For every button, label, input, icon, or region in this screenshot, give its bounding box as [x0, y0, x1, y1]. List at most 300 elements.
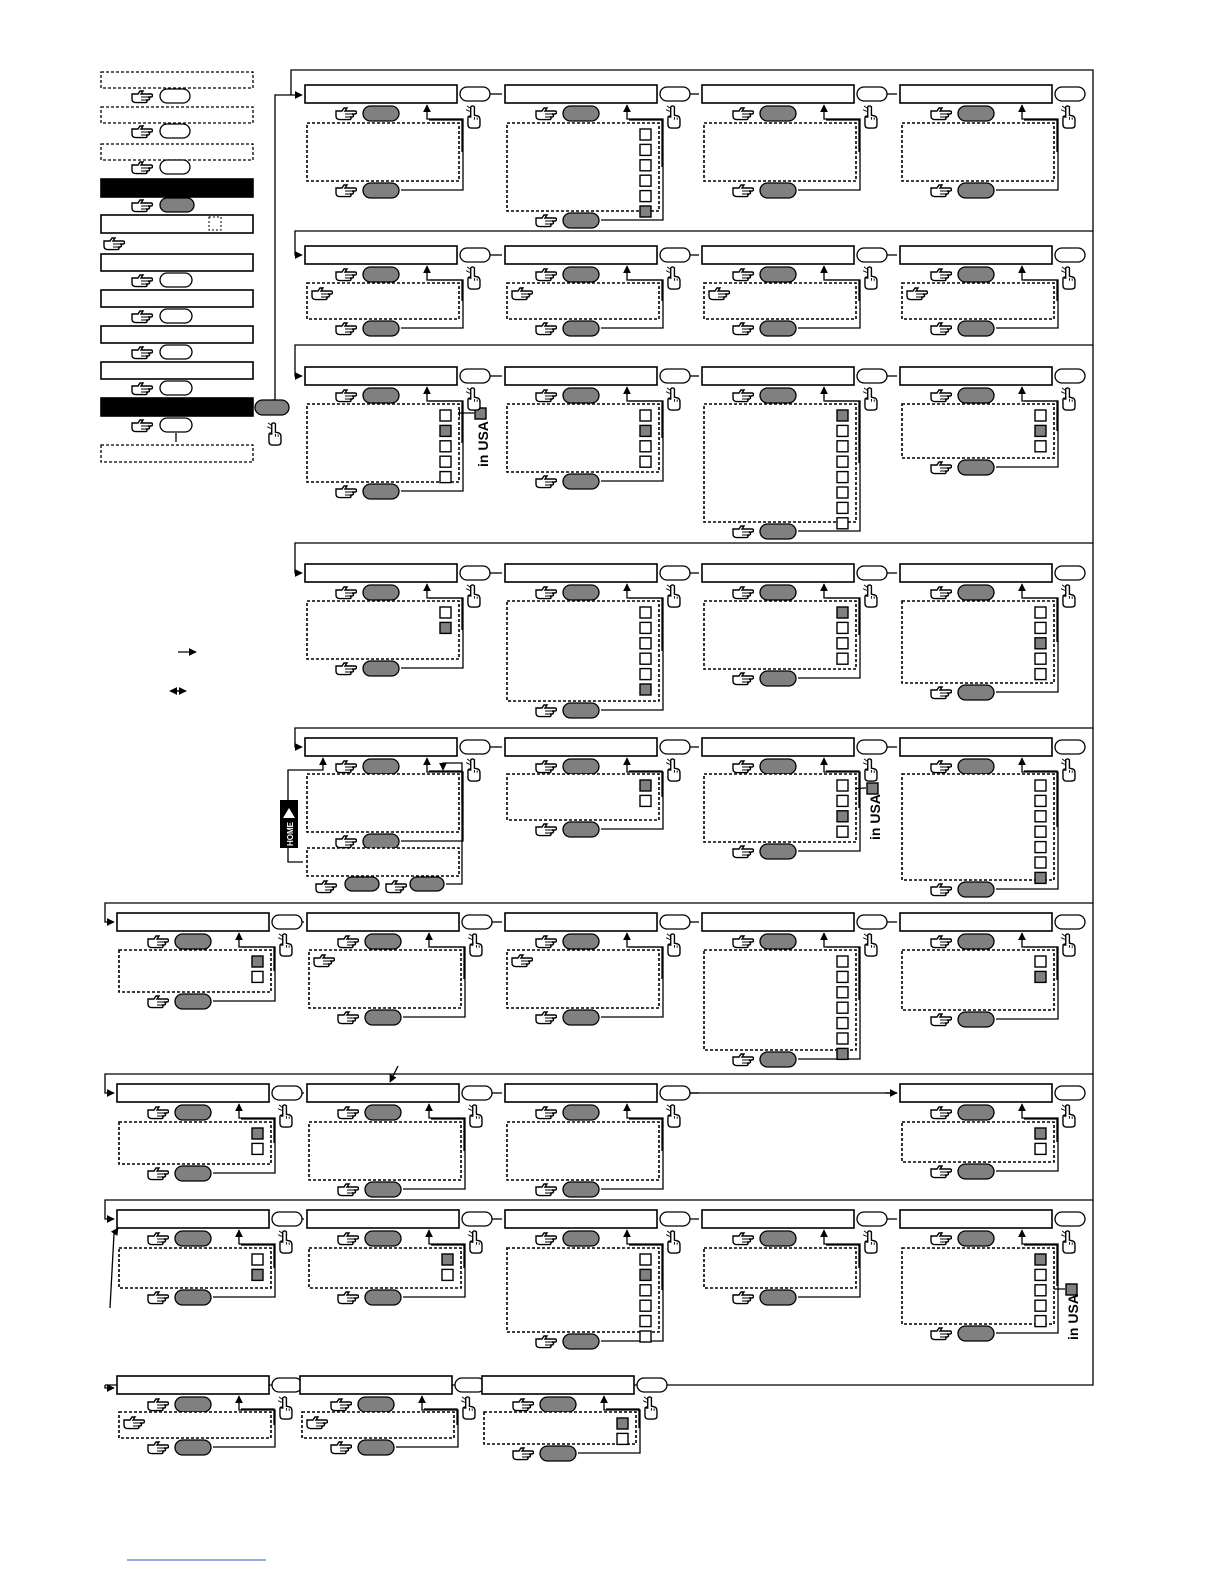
option-checkbox-selected [837, 811, 848, 822]
pointing-hand-icon [733, 108, 754, 120]
sub-menu-panel [902, 283, 1054, 319]
next-key-button [1055, 87, 1085, 101]
pointing-hand-icon [536, 1336, 557, 1348]
ok-key-button [363, 321, 399, 336]
option-checkbox [1035, 811, 1046, 822]
pointing-hand-icon [148, 1233, 169, 1245]
ok-key-button [365, 934, 401, 949]
pointing-hand-icon [733, 185, 754, 197]
sub-menu-panel [307, 601, 459, 659]
next-key-button [660, 1212, 690, 1226]
sub-menu-panel [307, 123, 459, 181]
sub-menu-panel [704, 123, 856, 181]
pointing-hand-icon [104, 238, 125, 250]
sub-menu-panel [902, 601, 1054, 683]
menu-item-highlighted [101, 179, 253, 197]
option-checkbox [837, 1002, 848, 1013]
option-checkbox [837, 971, 848, 982]
next-key-button [637, 1378, 667, 1392]
menu-screen [900, 1210, 1052, 1228]
pointing-hand-icon [931, 1107, 952, 1119]
option-checkbox [1035, 857, 1046, 868]
next-key-button [660, 566, 690, 580]
sub-menu-panel [307, 774, 459, 832]
next-key-button [272, 915, 302, 929]
finger-tap-icon [1061, 759, 1075, 781]
ok-key-button [175, 1105, 211, 1120]
pointing-hand-icon [336, 486, 357, 498]
option-checkbox [1035, 653, 1046, 664]
pointing-hand-icon [148, 936, 169, 948]
menu-screen [900, 738, 1052, 756]
option-checkbox [640, 607, 651, 618]
option-checkbox [640, 456, 651, 467]
next-key-button [160, 418, 192, 432]
ok-key-button [760, 759, 796, 774]
option-checkbox [837, 987, 848, 998]
key-placeholder [160, 89, 190, 103]
option-checkbox [1035, 1285, 1046, 1296]
option-checkbox [440, 472, 451, 483]
pointing-hand-icon [536, 390, 557, 402]
pointing-hand-icon [536, 1107, 557, 1119]
ok-key-button [358, 1440, 394, 1455]
menu-screen [307, 1084, 459, 1102]
pointing-hand-icon [536, 215, 557, 227]
ok-key-button [958, 183, 994, 198]
next-key-button [857, 740, 887, 754]
in-usa-label: in USA [475, 421, 491, 467]
pointing-hand-icon [931, 390, 952, 402]
ok-key-button [958, 759, 994, 774]
pointing-hand-icon [338, 1012, 359, 1024]
pointing-hand-icon [536, 1184, 557, 1196]
pointing-hand-icon [536, 587, 557, 599]
menu-screen [305, 367, 457, 385]
next-key-button [160, 273, 192, 287]
option-checkbox [617, 1433, 628, 1444]
option-checkbox-selected [440, 425, 451, 436]
option-checkbox [837, 956, 848, 967]
pointing-hand-icon [338, 1107, 359, 1119]
option-checkbox-selected [837, 410, 848, 421]
option-checkbox [1035, 669, 1046, 680]
menu-screen [702, 85, 854, 103]
next-key-button [460, 566, 490, 580]
pointing-hand-icon [931, 761, 952, 773]
next-key-button [1055, 1212, 1085, 1226]
option-checkbox [640, 669, 651, 680]
option-checkbox [640, 1316, 651, 1327]
menu-item-placeholder [101, 144, 253, 160]
key-placeholder [160, 124, 190, 138]
sub-menu-panel [307, 283, 459, 319]
option-checkbox [837, 653, 848, 664]
ok-key-button [563, 388, 599, 403]
pointing-hand-icon [733, 269, 754, 281]
option-checkbox [1035, 410, 1046, 421]
finger-tap-icon [863, 388, 877, 410]
ok-key-button [363, 183, 399, 198]
pointing-hand-icon [536, 269, 557, 281]
ok-key-button [760, 1052, 796, 1067]
finger-tap-icon [278, 1105, 292, 1127]
ok-key-button [363, 484, 399, 499]
pointing-hand-icon [132, 347, 153, 359]
menu-screen [305, 738, 457, 756]
ok-key-button [760, 524, 796, 539]
home-icon [280, 800, 298, 848]
ok-key-button [563, 1010, 599, 1025]
next-key-button [857, 248, 887, 262]
sub-menu-panel [902, 123, 1054, 181]
pointing-hand-icon [536, 476, 557, 488]
pointing-hand-icon [931, 269, 952, 281]
finger-tap-icon [468, 934, 482, 956]
ok-key-button [958, 882, 994, 897]
sub-menu-panel [307, 848, 459, 876]
menu-screen [117, 913, 269, 931]
pointing-hand-icon [931, 185, 952, 197]
pointing-hand-icon [148, 1292, 169, 1304]
menu-screen [117, 1084, 269, 1102]
ok-key-button [365, 1290, 401, 1305]
menu-screen [702, 1210, 854, 1228]
menu-screen [900, 913, 1052, 931]
next-key-button [857, 566, 887, 580]
option-checkbox-selected [640, 206, 651, 217]
menu-screen [702, 913, 854, 931]
option-checkbox [1035, 1269, 1046, 1280]
pointing-hand-icon [132, 91, 153, 103]
option-checkbox-selected [867, 783, 878, 794]
next-key-button [272, 1212, 302, 1226]
pointing-hand-icon [931, 1014, 952, 1026]
option-checkbox [640, 1254, 651, 1265]
pointing-hand-icon [931, 1328, 952, 1340]
pointing-hand-icon [386, 881, 407, 893]
option-checkbox [837, 795, 848, 806]
pointing-hand-icon [336, 269, 357, 281]
menu-screen [305, 85, 457, 103]
ok-key-button [410, 877, 444, 891]
sub-menu-panel [704, 1248, 856, 1288]
option-checkbox [837, 456, 848, 467]
next-key-button [1055, 915, 1085, 929]
ok-key-button [175, 1166, 211, 1181]
menu-screen [702, 246, 854, 264]
pointing-hand-icon [338, 1233, 359, 1245]
ok-key-button [760, 1290, 796, 1305]
next-key-button [272, 1378, 302, 1392]
pointing-hand-icon [536, 824, 557, 836]
sub-menu-panel [902, 1248, 1054, 1324]
ok-key-button [345, 877, 379, 891]
next-key-button [462, 1212, 492, 1226]
menu-screen [117, 1210, 269, 1228]
option-checkbox [837, 472, 848, 483]
sub-menu-panel [119, 950, 271, 992]
option-checkbox [1035, 622, 1046, 633]
sub-menu-panel [507, 601, 659, 701]
next-key-button [460, 369, 490, 383]
pointing-hand-icon [536, 1233, 557, 1245]
menu-screen [702, 738, 854, 756]
option-checkbox [1035, 842, 1046, 853]
pointing-hand-icon [132, 275, 153, 287]
option-checkbox [1035, 795, 1046, 806]
option-checkbox [252, 971, 263, 982]
pointing-hand-icon [536, 936, 557, 948]
next-key-button [462, 1086, 492, 1100]
menu-screen [482, 1376, 634, 1394]
pointing-hand-icon [132, 162, 153, 174]
menu-item [101, 326, 253, 343]
pointing-hand-icon [931, 462, 952, 474]
finger-tap-icon [278, 1397, 292, 1419]
finger-tap-icon [863, 759, 877, 781]
next-key-button [455, 1378, 485, 1392]
option-checkbox-selected [837, 607, 848, 618]
option-checkbox [1035, 780, 1046, 791]
finger-tap-icon [267, 423, 281, 445]
next-key-button [660, 740, 690, 754]
option-checkbox [252, 1254, 263, 1265]
finger-tap-icon [1061, 106, 1075, 128]
ok-key-button [760, 388, 796, 403]
pointing-hand-icon [733, 323, 754, 335]
next-key-button [160, 309, 192, 323]
ok-key-button [760, 585, 796, 600]
finger-tap-icon [466, 759, 480, 781]
finger-tap-icon [466, 388, 480, 410]
menu-item [101, 215, 253, 233]
ok-key-button [958, 1326, 994, 1341]
option-checkbox [640, 1285, 651, 1296]
menu-item [101, 290, 253, 307]
menu-screen [505, 564, 657, 582]
ok-key-button [563, 822, 599, 837]
menu-screen [300, 1376, 452, 1394]
ok-key-button [358, 1397, 394, 1412]
pointing-hand-icon [733, 390, 754, 402]
pointing-hand-icon [733, 1054, 754, 1066]
finger-tap-icon [643, 1397, 657, 1419]
option-checkbox [837, 518, 848, 529]
ok-key-button [760, 183, 796, 198]
pointing-hand-icon [336, 761, 357, 773]
menu-screen [505, 85, 657, 103]
sub-menu-panel [704, 950, 856, 1050]
ok-key-button [255, 400, 289, 415]
finger-tap-icon [466, 267, 480, 289]
menu-screen [307, 913, 459, 931]
ok-key-button [363, 759, 399, 774]
option-checkbox [640, 129, 651, 140]
option-checkbox [640, 622, 651, 633]
ok-key-button [363, 388, 399, 403]
sub-menu-panel [507, 1122, 659, 1180]
sub-menu-panel [119, 1122, 271, 1164]
pointing-hand-icon [338, 936, 359, 948]
ok-key-button [175, 1397, 211, 1412]
ok-key-button [958, 934, 994, 949]
pointing-hand-icon [536, 761, 557, 773]
sub-menu-panel [507, 404, 659, 472]
next-key-button [1055, 1086, 1085, 1100]
finger-tap-icon [863, 106, 877, 128]
option-checkbox [1035, 826, 1046, 837]
finger-tap-icon [278, 934, 292, 956]
menu-item [101, 254, 253, 271]
home-connector [288, 848, 303, 862]
finger-tap-icon [666, 388, 680, 410]
pointing-hand-icon [336, 108, 357, 120]
pointing-hand-icon [733, 1233, 754, 1245]
ok-key-button [365, 1182, 401, 1197]
ok-key-button [760, 106, 796, 121]
ok-key-button [760, 1231, 796, 1246]
pointing-hand-icon [331, 1442, 352, 1454]
finger-tap-icon [863, 934, 877, 956]
option-checkbox-selected [1035, 971, 1046, 982]
pointing-hand-icon [931, 687, 952, 699]
next-key-button [160, 345, 192, 359]
finger-tap-icon [863, 267, 877, 289]
ok-key-button [175, 1290, 211, 1305]
finger-tap-icon [461, 1397, 475, 1419]
in-usa-label: in USA [867, 794, 883, 840]
pointing-hand-icon [148, 1168, 169, 1180]
option-checkbox [837, 780, 848, 791]
menu-screen [117, 1376, 269, 1394]
ok-key-button [540, 1446, 576, 1461]
option-checkbox [1035, 1316, 1046, 1327]
next-key-button [660, 915, 690, 929]
pointing-hand-icon [331, 1399, 352, 1411]
option-checkbox-selected [1035, 1254, 1046, 1265]
option-checkbox [837, 487, 848, 498]
pointing-hand-icon [536, 1012, 557, 1024]
finger-tap-icon [1061, 388, 1075, 410]
cursor-placeholder [209, 217, 221, 230]
ok-key-button [958, 1164, 994, 1179]
option-checkbox-selected [1035, 638, 1046, 649]
next-key-button [462, 915, 492, 929]
menu-item-placeholder [101, 107, 253, 123]
finger-tap-icon [468, 1231, 482, 1253]
finger-tap-icon [666, 1231, 680, 1253]
ok-key-button [540, 1397, 576, 1412]
ok-key-button [958, 685, 994, 700]
pointing-hand-icon [931, 884, 952, 896]
option-checkbox [837, 1033, 848, 1044]
ok-key-button [958, 267, 994, 282]
ok-key-button [175, 994, 211, 1009]
option-checkbox [837, 425, 848, 436]
ok-key-button [563, 1231, 599, 1246]
finger-tap-icon [1061, 267, 1075, 289]
pointing-hand-icon [148, 996, 169, 1008]
pointing-hand-icon [931, 1233, 952, 1245]
option-checkbox [640, 160, 651, 171]
ok-key-button [958, 106, 994, 121]
finger-tap-icon [1061, 934, 1075, 956]
option-checkbox [1035, 956, 1046, 967]
menu-screen [900, 367, 1052, 385]
next-key-button [660, 1086, 690, 1100]
ok-key-button [175, 1231, 211, 1246]
menu-screen [305, 246, 457, 264]
option-checkbox [837, 826, 848, 837]
ok-key-button [365, 1010, 401, 1025]
pointing-hand-icon [733, 1292, 754, 1304]
ok-key-button [958, 321, 994, 336]
sub-menu-panel [704, 283, 856, 319]
ok-key-button [760, 267, 796, 282]
option-checkbox-selected [640, 1269, 651, 1280]
ok-key-button [958, 1012, 994, 1027]
sub-menu-panel [119, 1248, 271, 1288]
pointing-hand-icon [336, 663, 357, 675]
option-checkbox [640, 441, 651, 452]
ok-key-button [363, 106, 399, 121]
in-usa-label: in USA [1065, 1294, 1081, 1340]
pointing-hand-icon [316, 881, 337, 893]
pointing-hand-icon [536, 108, 557, 120]
menu-screen [505, 1084, 657, 1102]
next-key-button [660, 248, 690, 262]
key-placeholder [160, 160, 190, 174]
pointing-hand-icon [132, 420, 153, 432]
finger-tap-icon [666, 934, 680, 956]
option-checkbox-selected [252, 956, 263, 967]
option-checkbox [837, 638, 848, 649]
finger-tap-icon [666, 1105, 680, 1127]
option-checkbox [640, 191, 651, 202]
next-key-button [1055, 369, 1085, 383]
sub-menu-panel [484, 1412, 636, 1444]
sub-menu-panel [902, 774, 1054, 880]
pointing-hand-icon [132, 383, 153, 395]
next-key-button [460, 740, 490, 754]
entry-pointer [110, 1228, 118, 1308]
ok-key-button [365, 1105, 401, 1120]
menu-screen [505, 367, 657, 385]
menu-screen [505, 913, 657, 931]
option-checkbox-selected [252, 1128, 263, 1139]
menu-screen [900, 85, 1052, 103]
menu-screen [900, 564, 1052, 582]
ok-key-button [363, 661, 399, 676]
pointing-hand-icon [148, 1399, 169, 1411]
pointing-hand-icon [132, 126, 153, 138]
ok-key-button [365, 1231, 401, 1246]
option-checkbox [837, 1018, 848, 1029]
option-checkbox [1035, 441, 1046, 452]
option-checkbox [440, 441, 451, 452]
finger-tap-icon [466, 585, 480, 607]
next-key-button [857, 1212, 887, 1226]
option-checkbox [640, 144, 651, 155]
pointing-hand-icon [132, 200, 153, 212]
ok-key-button [958, 1105, 994, 1120]
next-key-button [660, 369, 690, 383]
option-checkbox [1035, 1300, 1046, 1311]
option-checkbox [837, 502, 848, 513]
option-checkbox [640, 653, 651, 664]
pointing-hand-icon [931, 108, 952, 120]
